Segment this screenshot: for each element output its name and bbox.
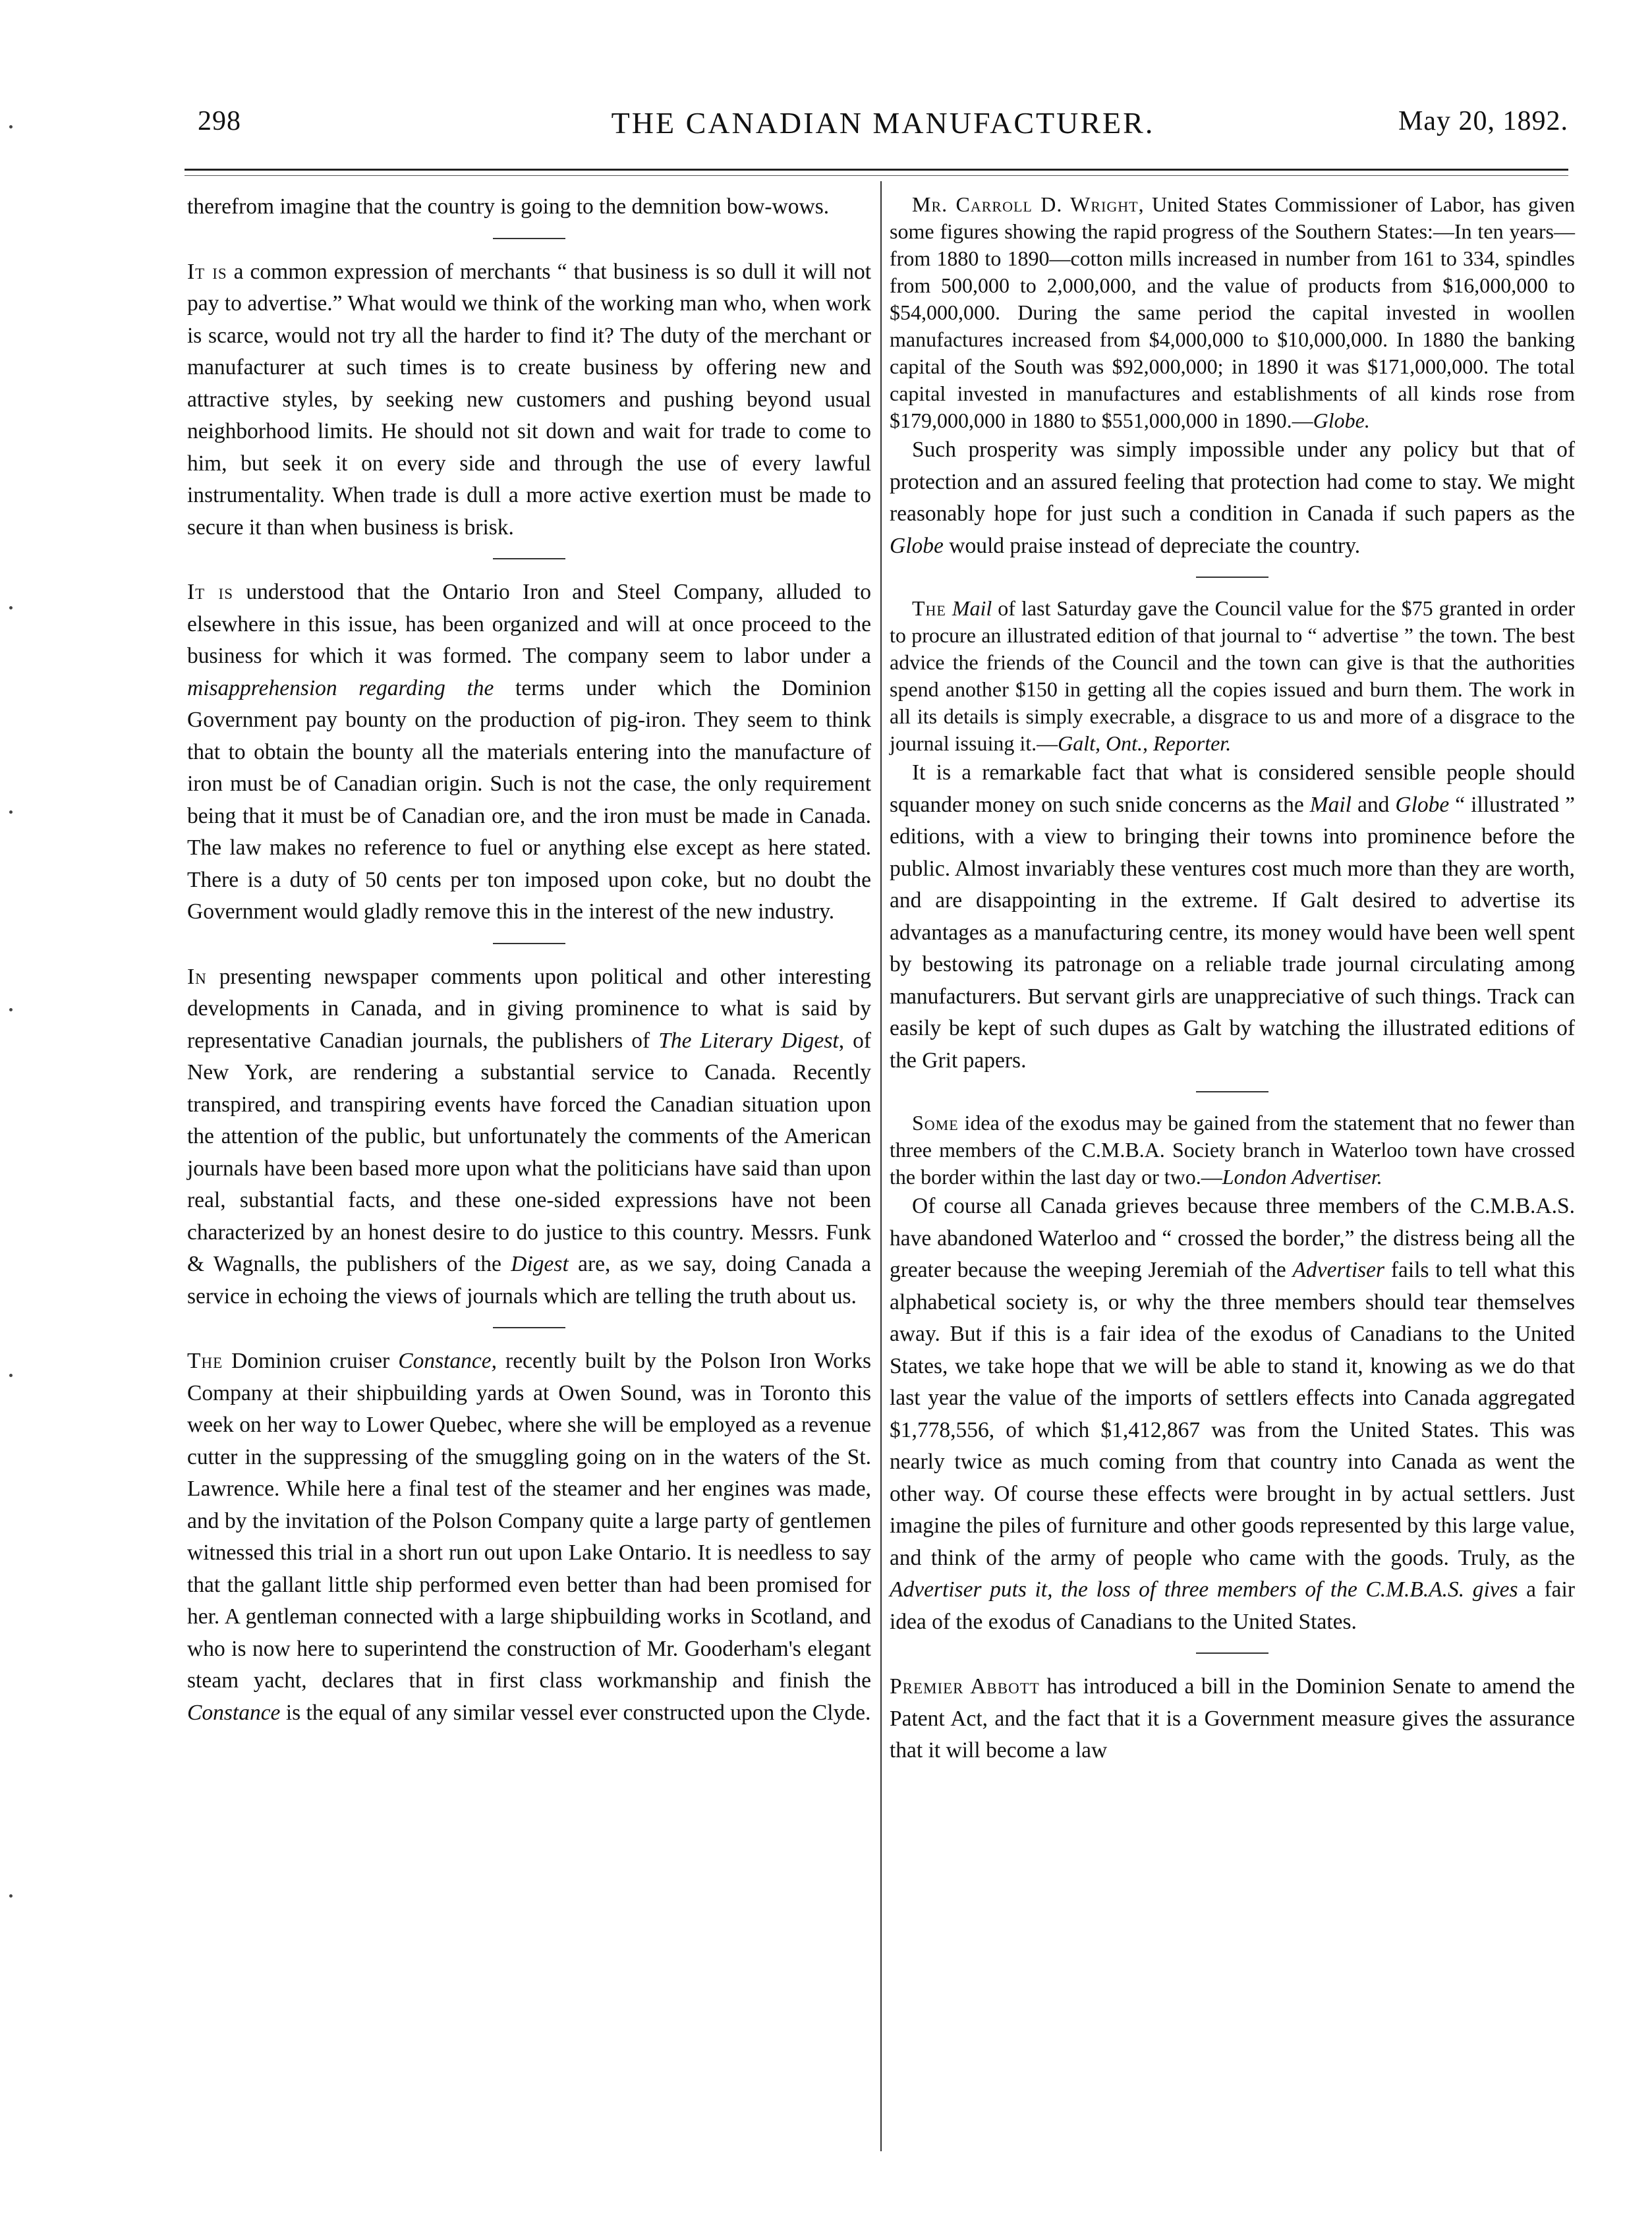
paragraph-text: United States Commissioner of Labor, has given some figures showing the rapid progress of the Southern States:—In ten years—from 1880 to 1890—cotton mills increased in number from 161 to 334, spindles from 500,000 to 2,000,000, and the value of products from $16,000,000 to $54,000,000. During the same period the capital invested in woollen manufactures increased from $4,000,000 to $10,000,000. In 1880 the banking capital of the South was $92,000,000; in 1890 it was $171,000,000. The total capital invested in manufactures and establishments of all kinds rose from $179,000,000 in 1880 to $551,000,000 in 1890.— — [890, 192, 1576, 432]
lead-words: Mr. Carroll D. Wright, — [912, 192, 1145, 216]
italic-text: Constance — [187, 1700, 281, 1725]
issue-date: May 20, 1892. — [1398, 106, 1568, 136]
article-paragraph: therefrom imagine that the country is going to the demnition bow-wows. — [187, 194, 830, 219]
journal-title: THE CANADIAN MANUFACTURER. — [611, 106, 1155, 140]
italic-text: Digest — [511, 1252, 569, 1276]
right-column — [890, 191, 1575, 1767]
lead-words: It is — [187, 259, 227, 284]
margin-mark — [9, 1894, 13, 1898]
paragraph-text: recently built by the Polson Iron Works Company at their shipbuilding yards at Owen Sound, was in Toronto this week on her way to Lower Quebec, where she will be employed as a revenue cutter in the suppressing of the smuggling going on in the waters of the St. Lawrence. While here a final test of the steamer and her engines was made, and by the invitation of the Polson Company quite a large party of gentlemen witnessed this trial in a short run out upon Lake Ontario. It is needless to say that the gallant little ship performed even better than had been promised for her. A gentleman connected with a large shipbuilding works in Scotland, and who is now here to superintend the construction of Mr. Gooderham's elegant steam yacht, declares that in first class workmanship and finish the — [187, 1349, 871, 1693]
paragraph-text: “ illustrated ” editions, with a view to bringing their towns into prominence before the public. Almost invariably these ventures cost much more than they are worth, and are disappointing in the extreme. If Galt desired to advertise its advantages as a manufacturing centre, its money would have been well spent by bestowing its patronage on a reliable trade journal circulating among manufacturers. But servant girls are unappreciative of such things. Track can easily be kept of such dupes as Galt by watching the illustrated editions of the Grit papers. — [890, 792, 1575, 1073]
article-paragraph — [187, 577, 871, 928]
margin-mark — [9, 1374, 13, 1377]
item-separator — [493, 1327, 565, 1328]
paragraph-text: Such prosperity was simply impossible under any policy but that of protection and an assured feeling that protection had come to stay. We might reasonably hope for just such a condition in Canada if such papers as the — [890, 437, 1575, 526]
lead-words: The — [187, 1349, 223, 1373]
article-paragraph — [187, 256, 871, 544]
paragraph-text: is the equal of any similar vessel ever constructed upon the Clyde. — [280, 1700, 871, 1725]
item-separator — [1196, 1652, 1268, 1654]
article-paragraph — [187, 961, 871, 1313]
margin-mark — [9, 125, 13, 128]
paragraph-text: Dominion cruiser — [223, 1349, 399, 1373]
article-continuation — [187, 191, 871, 223]
margin-mark — [9, 1008, 13, 1011]
item-separator — [493, 943, 565, 944]
paragraph-text: has introduced a bill in the Dominion Senate to amend the Patent Act, and the fact that it is a Government measure gives the assurance that it will become a law — [890, 1674, 1575, 1763]
paragraph-text: presenting newspaper comments upon political and other interesting developments in Canada, and in giving prominence to what is said by representative Canadian journals, the publishers of — [187, 964, 871, 1053]
left-column — [187, 191, 871, 1729]
paragraph-text: fails to tell what this alphabetical society is, or why the three members should tear themselves away. But if this is a fair idea of the exodus of Canadians to the United States, we take hope that we will be able to stand it, knowing as we do that last year the value of the imports of settlers effects into Canada aggregated $1,778,556, of which $1,412,867 was from the United States. This was nearly twice as much coming from that country into Canada as went the other way. Of course these effects were brought in by actual settlers. Just imagine the piles of furniture and other goods represented by this large value, and think of the army of people who came with the goods. Truly, as the — [890, 1258, 1575, 1570]
paragraph-text: idea of the exodus may be gained from the statement that no fewer than three members of the C.M.B.A. Society branch in Waterloo town have crossed the border within the last day or two.— — [890, 1111, 1575, 1189]
lead-words: Some — [912, 1111, 959, 1135]
item-separator — [493, 238, 565, 239]
lead-words: In — [187, 964, 207, 989]
margin-mark — [9, 606, 13, 609]
article-paragraph — [890, 434, 1575, 562]
article-paragraph — [890, 1191, 1575, 1638]
source-citation: Galt, Ont., Reporter. — [1058, 731, 1232, 755]
paragraph-text: a fair idea of the exodus of Canadians to the United States. — [890, 1577, 1575, 1634]
paragraph-text: understood that the Ontario Iron and Steel Company, alluded to elsewhere in this issue, has been organized and will at once proceed to the business for which it was formed. The company seem to labor under a — [187, 580, 872, 668]
italic-text: misapprehension regarding the — [187, 675, 494, 700]
article-paragraph — [890, 1671, 1575, 1767]
article-constance — [187, 1345, 871, 1729]
source-citation: London Advertiser. — [1222, 1165, 1382, 1189]
paragraph-text: It is a remarkable fact that what is considered sensible people should squander money on such snide concerns as the — [890, 760, 1575, 817]
lead-words: The — [912, 596, 946, 620]
article-paragraph — [890, 757, 1575, 1077]
column-divider — [880, 181, 882, 2151]
item-separator — [1196, 1091, 1268, 1092]
header-rule — [185, 169, 1568, 171]
italic-text: Mail — [1309, 792, 1352, 817]
article-iron-steel — [187, 577, 871, 928]
scan-margin-marks — [0, 0, 40, 2229]
article-exodus — [890, 1110, 1575, 1638]
paragraph-text: a common expression of merchants “ that business is so dull it will not pay to advertise.” What would we think of the working man who, when work is scarce, would not try all the harder to find it? The duty of the merchant or manufacturer at such times is to create business by offering new and attractive styles, by seeking new customers and pushing beyond usual neighborhood limits. He should not sit down and wait for trade to come to him, but seek it on every side and through the use of every lawful instrumentality. When trade is dull a more active exertion must be made to secure it than when business is brisk. — [187, 259, 871, 540]
paragraph-text: are, as we say, doing Canada a service in echoing the views of journals which are telling the truth about us. — [187, 1252, 872, 1309]
header-rule-thin — [185, 175, 1568, 176]
margin-mark — [9, 810, 13, 814]
article-literary-digest — [187, 961, 871, 1313]
page-number: 298 — [198, 106, 241, 136]
paragraph-text: , of New York, are rendering a substantial service to Canada. Recently transpired, and transpiring events have forced the Canadian situation upon the attention of the public, but unfortunately the comments of the American journals have been based more upon what the politicians have said than upon real, substantial facts, and these one-sided expressions have not been characterized by an honest desire to do justice to this country. Messrs. Funk & Wagnalls, the publishers of the — [187, 1028, 871, 1276]
article-mail-illustrated — [890, 595, 1575, 1077]
page-header — [198, 105, 1568, 158]
article-paragraph — [187, 1345, 871, 1729]
paragraph-text: would praise instead of depreciate the country. — [943, 533, 1361, 558]
article-patent-act — [890, 1671, 1575, 1767]
italic-text: The Literary Digest — [658, 1028, 839, 1053]
italic-text: Advertiser — [1292, 1258, 1385, 1282]
paragraph-text: of last Saturday gave the Council value for the $75 granted in order to procure an illustrated edition of that journal to “ advertise ” the town. The best advice the friends of the Council and the town can give is that the authorities spend another $150 in getting all the copies issued and burn them. The work in all its details is simply execrable, a disgrace to us and more of a disgrace to the journal issuing it.— — [890, 596, 1576, 755]
italic-text: Advertiser puts it, the loss of three members of the C.M.B.A.S. gives — [890, 1577, 1518, 1602]
source-citation: Globe. — [1313, 409, 1370, 432]
item-separator — [493, 558, 565, 559]
paragraph-text: terms under which the Dominion Government pay bounty on the production of pig-iron. They seem to think that to obtain the bounty all the materials entering into the manufacture of iron must be of Canadian origin. Such is not the case, the only requirement being that it must be of Canadian ore, and the iron must be made in Canada. The law makes no reference to fuel or anything else except as here stated. There is a duty of 50 cents per ton imposed upon coke, but no doubt the Government would gladly remove this in the interest of the new industry. — [187, 675, 871, 924]
italic-text: Mail — [952, 596, 992, 620]
italic-text: Constance, — [398, 1349, 498, 1373]
article-advertising — [187, 256, 871, 544]
lead-words: It is — [187, 580, 233, 604]
quoted-paragraph — [890, 1110, 1575, 1191]
italic-text: Globe — [1395, 792, 1450, 817]
quoted-paragraph — [890, 191, 1575, 434]
article-southern-states — [890, 191, 1575, 562]
italic-text: Globe — [890, 533, 944, 558]
paragraph-text: and — [1351, 792, 1396, 817]
quoted-paragraph — [890, 595, 1575, 757]
paragraph-text: Of course all Canada grieves because three members of the C.M.B.A.S. have abandoned Waterloo and “ crossed the border,” the distress being all the greater because the weeping Jeremiah of the — [890, 1194, 1575, 1282]
item-separator — [1196, 577, 1268, 578]
lead-words: Premier Abbott — [890, 1674, 1040, 1699]
